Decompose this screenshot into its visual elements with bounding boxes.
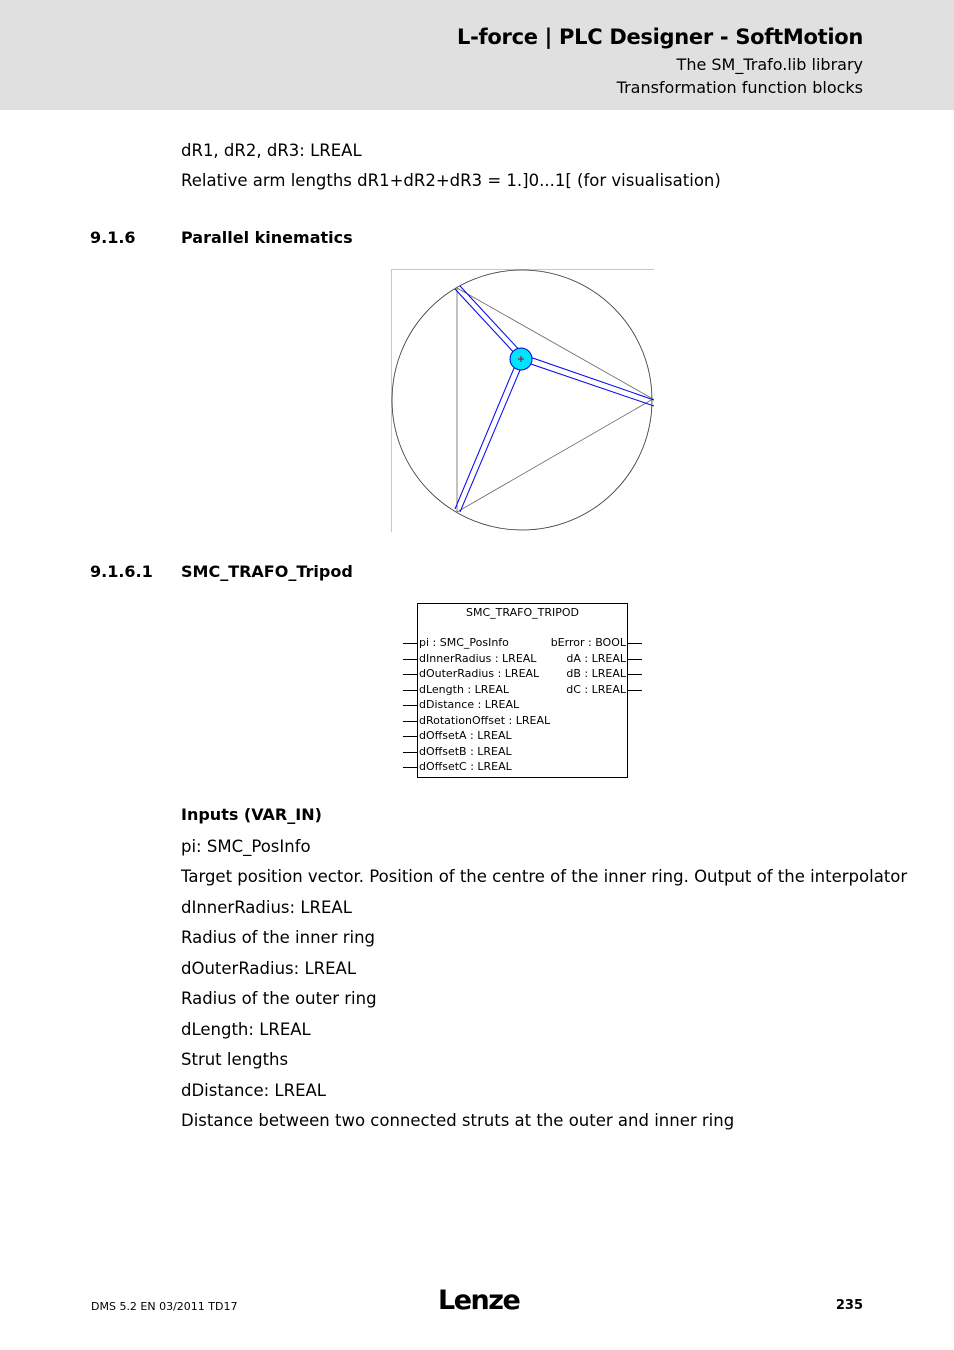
input-wire bbox=[403, 643, 417, 644]
input-wire bbox=[403, 705, 417, 706]
strut-c-2 bbox=[460, 363, 523, 512]
fb-input-pi: pi : SMC_PosInfo bbox=[419, 636, 509, 649]
input-ddistance-description: Distance between two connected struts at the outer and inner ring bbox=[181, 1111, 735, 1130]
fb-output-da: dA : LREAL bbox=[566, 652, 626, 665]
input-douterradius-description: Radius of the outer ring bbox=[181, 989, 377, 1008]
fb-input-dlength: dLength : LREAL bbox=[419, 683, 509, 696]
fb-input-dinnerradius: dInnerRadius : LREAL bbox=[419, 652, 537, 665]
output-wire bbox=[628, 659, 642, 660]
fb-output-db: dB : LREAL bbox=[566, 667, 626, 680]
section-title: Parallel kinematics bbox=[181, 228, 353, 247]
strut-b-1 bbox=[524, 355, 654, 400]
input-dinnerradius-description: Radius of the inner ring bbox=[181, 928, 376, 947]
subsection-title: SMC_TRAFO_Tripod bbox=[181, 562, 353, 581]
fb-input-drotationoffset: dRotationOffset : LREAL bbox=[419, 714, 551, 727]
footer-document-id: DMS 5.2 EN 03/2011 TD17 bbox=[91, 1300, 238, 1313]
output-wire bbox=[628, 690, 642, 691]
fb-input-doffsetb: dOffsetB : LREAL bbox=[419, 745, 512, 758]
intro-var-line: dR1, dR2, dR3: LREAL bbox=[181, 141, 362, 160]
input-wire bbox=[403, 659, 417, 660]
header-subtitle-section: Transformation function blocks bbox=[616, 78, 863, 97]
intro-description: Relative arm lengths dR1+dR2+dR3 = 1.]0...1[ (for visualisation) bbox=[181, 171, 721, 190]
fb-input-douterradius: dOuterRadius : LREAL bbox=[419, 667, 540, 680]
input-pi-name: pi: SMC_PosInfo bbox=[181, 837, 311, 856]
input-wire bbox=[403, 674, 417, 675]
inputs-heading: Inputs (VAR_IN) bbox=[181, 805, 322, 824]
tripod-kinematics-figure bbox=[391, 269, 654, 532]
header-subtitle-library: The SM_Trafo.lib library bbox=[676, 55, 863, 74]
input-wire bbox=[403, 767, 417, 768]
input-dinnerradius-name: dInnerRadius: LREAL bbox=[181, 898, 352, 917]
input-wire bbox=[403, 721, 417, 722]
function-block-diagram bbox=[417, 603, 628, 778]
output-wire bbox=[628, 674, 642, 675]
input-pi-description: Target position vector. Position of the centre of the inner ring. Output of the interpolator bbox=[181, 867, 908, 886]
input-wire bbox=[403, 752, 417, 753]
fb-input-doffsetc: dOffsetC : LREAL bbox=[419, 760, 512, 773]
function-block-name: SMC_TRAFO_TRIPOD bbox=[466, 606, 579, 619]
input-ddistance-name: dDistance: LREAL bbox=[181, 1081, 326, 1100]
strut-b-2 bbox=[522, 361, 654, 406]
page-header bbox=[0, 0, 954, 110]
fb-input-doffseta: dOffsetA : LREAL bbox=[419, 729, 512, 742]
input-wire bbox=[403, 736, 417, 737]
header-title: L-force | PLC Designer - SoftMotion bbox=[457, 25, 863, 49]
outer-ring bbox=[392, 270, 652, 530]
input-dlength-description: Strut lengths bbox=[181, 1050, 289, 1069]
subsection-number: 9.1.6.1 bbox=[90, 562, 153, 581]
strut-a-1 bbox=[455, 289, 518, 357]
strut-c-1 bbox=[455, 361, 517, 509]
input-douterradius-name: dOuterRadius: LREAL bbox=[181, 959, 357, 978]
input-dlength-name: dLength: LREAL bbox=[181, 1020, 311, 1039]
fb-output-dc: dC : LREAL bbox=[566, 683, 626, 696]
lenze-logo: Lenze bbox=[438, 1285, 520, 1316]
fb-input-ddistance: dDistance : LREAL bbox=[419, 698, 520, 711]
fb-output-berror: bError : BOOL bbox=[550, 636, 626, 649]
output-wire bbox=[628, 643, 642, 644]
input-wire bbox=[403, 690, 417, 691]
page-number: 235 bbox=[835, 1298, 863, 1313]
section-number: 9.1.6 bbox=[90, 228, 136, 247]
base-triangle bbox=[457, 288, 653, 512]
